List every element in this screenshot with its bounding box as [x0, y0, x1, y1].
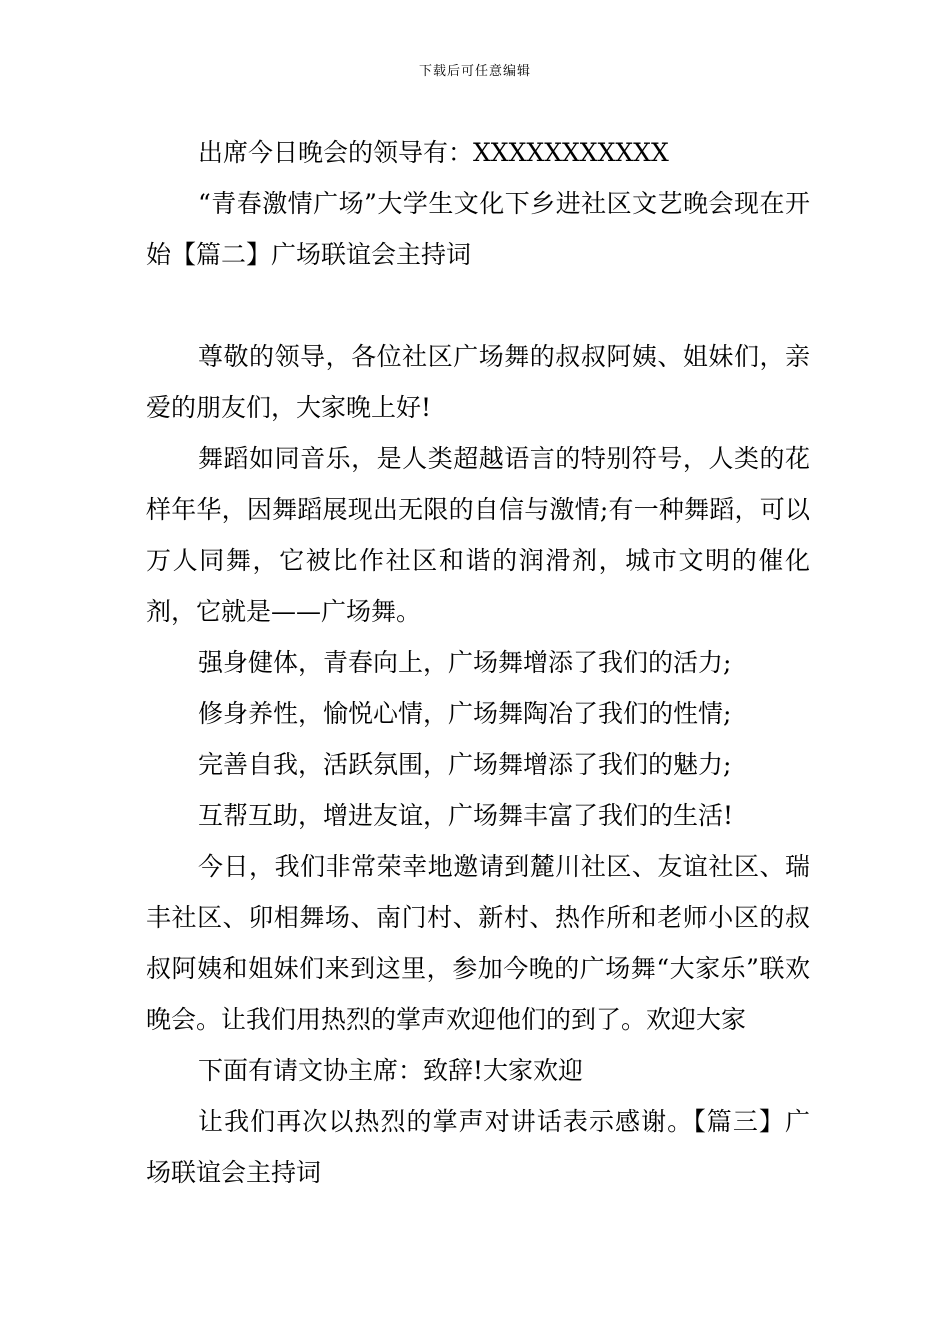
- paragraph-line-vitality: 强身健体，青春向上，广场舞增添了我们的活力;: [198, 648, 732, 677]
- page-header-note: 下载后可任意编辑: [418, 64, 531, 79]
- document-body: [146, 127, 810, 1198]
- paragraph-line-temperament: 修身养性，愉悦心情，广场舞陶冶了我们的性情;: [198, 699, 732, 728]
- paragraph-greeting: 尊敬的领导，各位社区广场舞的叔叔阿姨、姐妹们，亲爱的朋友们，大家晚上好!: [146, 342, 810, 422]
- paragraph-line-life: 互帮互助，增进友谊，广场舞丰富了我们的生活!: [198, 801, 734, 830]
- paragraph-thanks: 让我们再次以热烈的掌声对讲话表示感谢。【篇三】广场联谊会主持词: [146, 1107, 810, 1187]
- paragraph-opening: “青春激情广场”大学生文化下乡进社区文艺晚会现在开始【篇二】广场联谊会主持词: [146, 189, 810, 269]
- paragraph-chairman: 下面有请文协主席：致辞!大家欢迎: [198, 1056, 584, 1085]
- paragraph-line-charm: 完善自我，活跃氛围，广场舞增添了我们的魅力;: [198, 750, 732, 779]
- paragraph-dance-intro: 舞蹈如同音乐，是人类超越语言的特别符号，人类的花样年华，因舞蹈展现出无限的自信与激情;有一种舞蹈，可以万人同舞，它被比作社区和谐的润滑剂，城市文明的催化剂，它就是——广场舞。: [146, 444, 810, 626]
- paragraph-invitation: 今日，我们非常荣幸地邀请到麓川社区、友谊社区、瑞丰社区、卯相舞场、南门村、新村、热作所和老师小区的叔叔阿姨和姐妹们来到这里，参加今晚的广场舞“大家乐”联欢晚会。让我们用热烈的掌声欢迎他们的到了。欢迎大家: [146, 852, 810, 1034]
- paragraph-leaders: 出席今日晚会的领导有：XXXXXXXXXXX: [198, 138, 669, 167]
